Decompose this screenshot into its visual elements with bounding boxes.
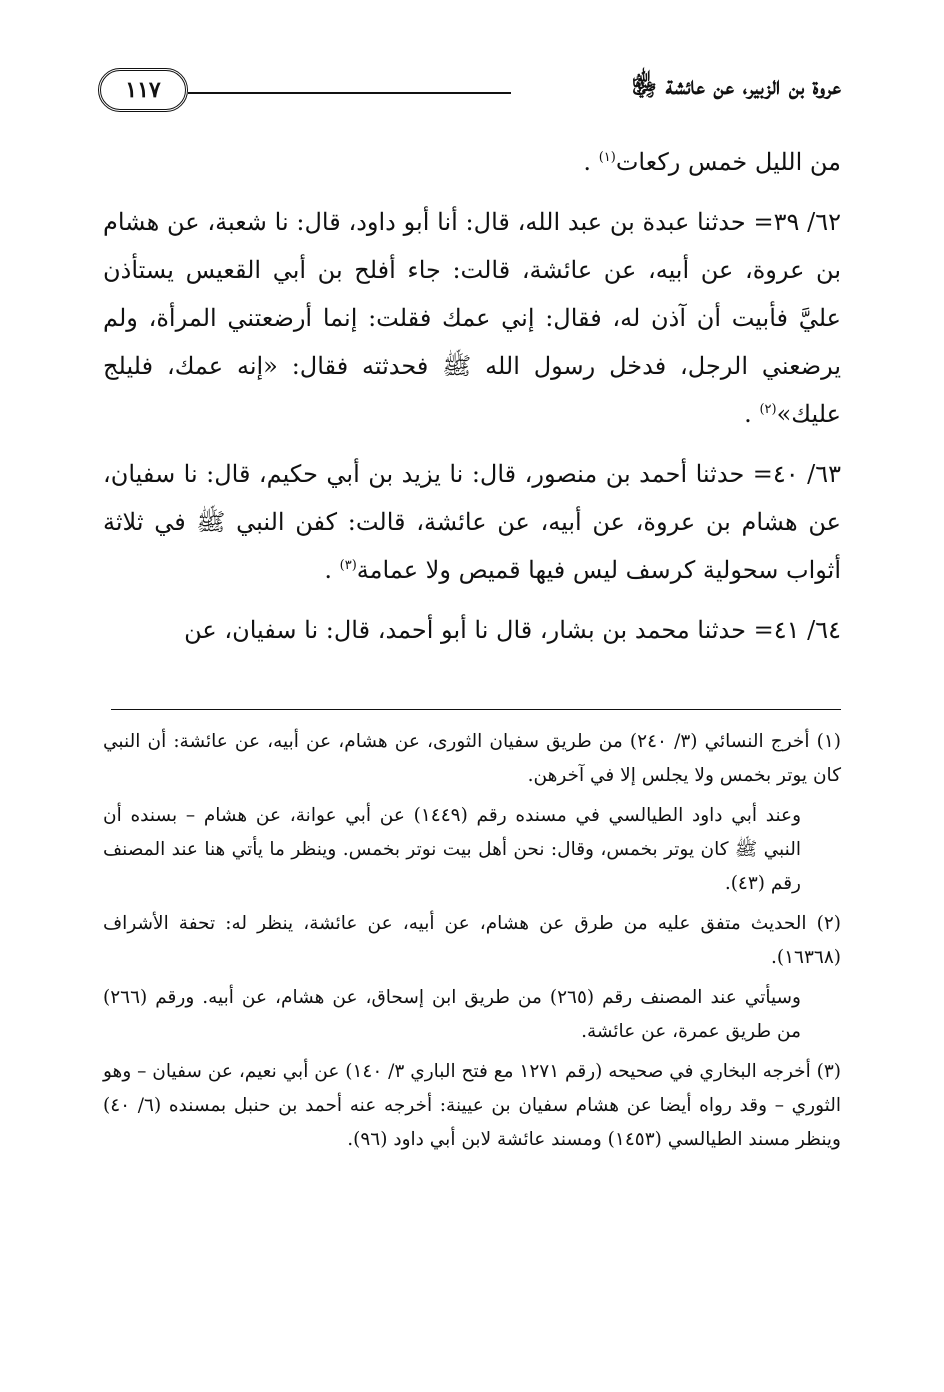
page-number: ١١٧ [98,68,188,112]
footnote-2-continued: وسيأتي عند المصنف رقم (٢٦٥) من طريق ابن إسحاق، عن هشام، عن أبيه. ورقم (٢٦٦) من طريق عمرة، عن عائشة. [103,987,801,1042]
paragraph-text: ٦٢/ ٣٩= حدثنا عبدة بن عبد الله، قال: أنا أبو داود، قال: نا شعبة، عن هشام بن عروة، عن أبيه، عن عائشة، قالت: جاء أفلح بن أبي القعيس يستأذن عليَّ فأبيت أن آذن له، فقال: إني عمك فقلت: إنما أرضعتني المرأة، ولم يرضعني الرجل، فدخل رسول الله ﷺ فحدثته فقال: «إنه عمك، فليلج عليك» [103,208,842,428]
running-header [96,64,841,118]
footnote-ref: (١) [598,150,616,165]
paragraph-text: ٦٤/ ٤١= حدثنا محمد بن بشار، قال نا أبو أحمد، قال: نا سفيان، عن [184,616,841,644]
paragraph-1 [103,138,841,186]
header-rule [188,92,511,94]
hadith-63 [103,450,841,594]
paragraph-text: ٦٣/ ٤٠= حدثنا أحمد بن منصور، قال: نا يزيد بن أبي حكيم، قال: نا سفيان، عن هشام بن عروة، عن أبيه، عن عائشة، قالت: كفن النبي ﷺ في ثلاثة أثواب سحولية كرسف ليس فيها قميص ولا عمامة [103,460,841,584]
hadith-64 [103,606,841,654]
footnote-1: (١) أخرج النسائي (٣/ ٢٤٠) من طريق سفيان الثورى، عن هشام، عن أبيه، عن عائشة: أن النبي كان يوتر بخمس ولا يجلس إلا في آخرهن. [103,731,841,786]
paragraph-tail: . [744,400,760,428]
footnote-divider [111,709,841,710]
footnote-ref: (٣) [339,558,357,573]
footnote-2: (٢) الحديث متفق عليه من طرق عن هشام، عن أبيه، عن عائشة، ينظر له: تحفة الأشراف (١٦٣٦٨). [103,913,841,968]
header-title: عروة بن الزبير، عن عائشة ﵂ [631,71,841,100]
main-text [103,138,841,666]
footnote-1-continued: وعند أبي داود الطيالسي في مسنده رقم (١٤٤٩) عن أبي عوانة، عن هشام – بسنده أن النبي ﷺ كان يوتر بخمس، وقال: نحن أهل بيت نوتر بخمس. وينظر ما يأتي هنا عند المصنف رقم (٤٣). [103,805,802,894]
paragraph-text: من الليل خمس ركعات [615,148,841,176]
footnote-3: (٣) أخرجه البخاري في صحيحه (رقم ١٢٧١ مع فتح الباري ٣/ ١٤٠) عن أبي نعيم، عن سفيان – وهو الثوري – وقد رواه أيضا عن هشام سفيان بن عيينة: أخرجه عنه أحمد بن حنبل بمسنده (٦/ ٤٠) وينظر مسند الطيالسي (١٤٥٣) ومسند عائشة لابن أبي داود (٩٦). [103,1061,842,1150]
paragraph-tail: . [583,148,599,176]
footnote-ref: (٢) [759,402,777,417]
footnotes [103,725,841,1163]
hadith-62 [103,198,841,438]
paragraph-tail: . [324,556,340,584]
